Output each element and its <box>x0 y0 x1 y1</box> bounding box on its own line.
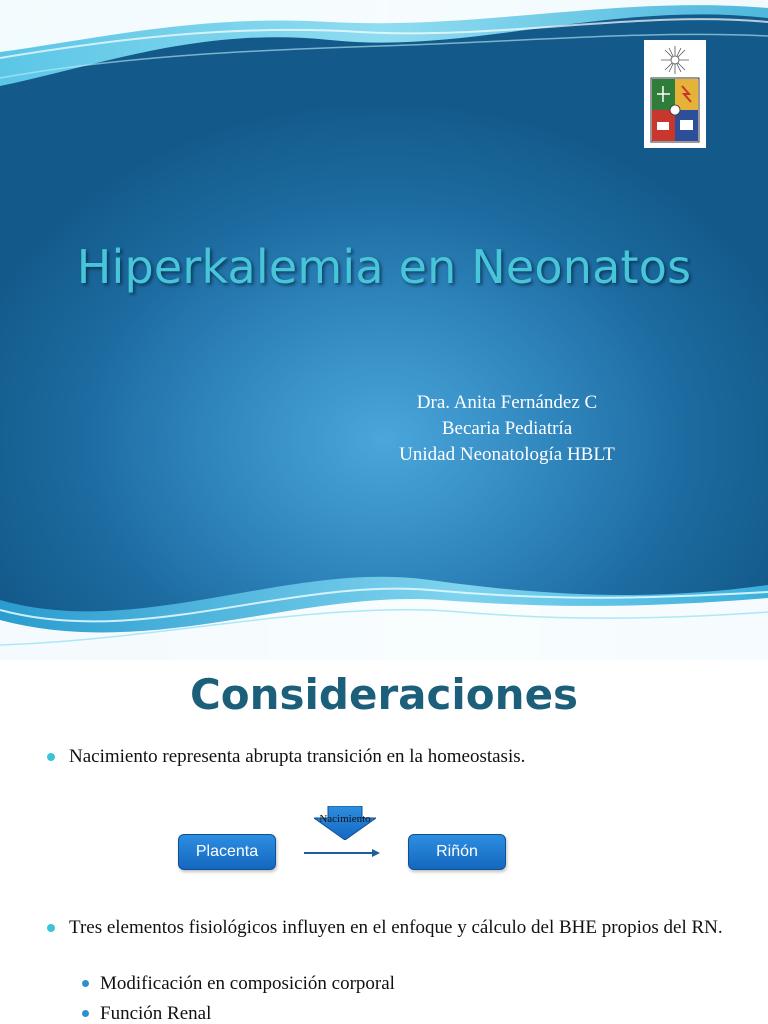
bullet-text: Tres elementos fisiológicos influyen en el enfoque y cálculo del BHE propios del RN. <box>69 917 723 938</box>
rinon-box: Riñón <box>408 834 506 870</box>
bullet-dot-icon <box>82 1010 89 1017</box>
transition-diagram <box>0 800 768 880</box>
bullet-dot-icon <box>47 924 55 932</box>
bullet-item <box>69 915 729 940</box>
arrow-line <box>304 852 376 854</box>
slide-heading: Consideraciones <box>189 670 579 719</box>
arrow-right-icon <box>372 849 380 857</box>
sub-bullet-text: Función Renal <box>100 1003 212 1024</box>
bullet-text: Nacimiento representa abrupta transición en la homeostasis. <box>69 746 526 767</box>
author-role: Becaria Pediatría <box>441 418 573 439</box>
slide-title: Hiperkalemia en Neonatos <box>76 240 692 294</box>
bullet-dot-icon <box>82 980 89 987</box>
bullet-dot-icon <box>47 753 55 761</box>
nacimiento-label: Nacimiento <box>319 813 371 825</box>
author-block <box>350 390 664 468</box>
university-crest-icon <box>644 40 706 148</box>
content-slide <box>0 660 768 1024</box>
sub-bullet-item <box>100 971 395 996</box>
sub-bullet-text: Modificación en composición corporal <box>100 973 395 994</box>
author-unit: Unidad Neonatología HBLT <box>399 444 615 465</box>
author-name: Dra. Anita Fernández C <box>416 392 598 413</box>
bullet-item <box>69 744 525 769</box>
sub-bullet-item <box>100 1001 211 1024</box>
placenta-box: Placenta <box>178 834 276 870</box>
